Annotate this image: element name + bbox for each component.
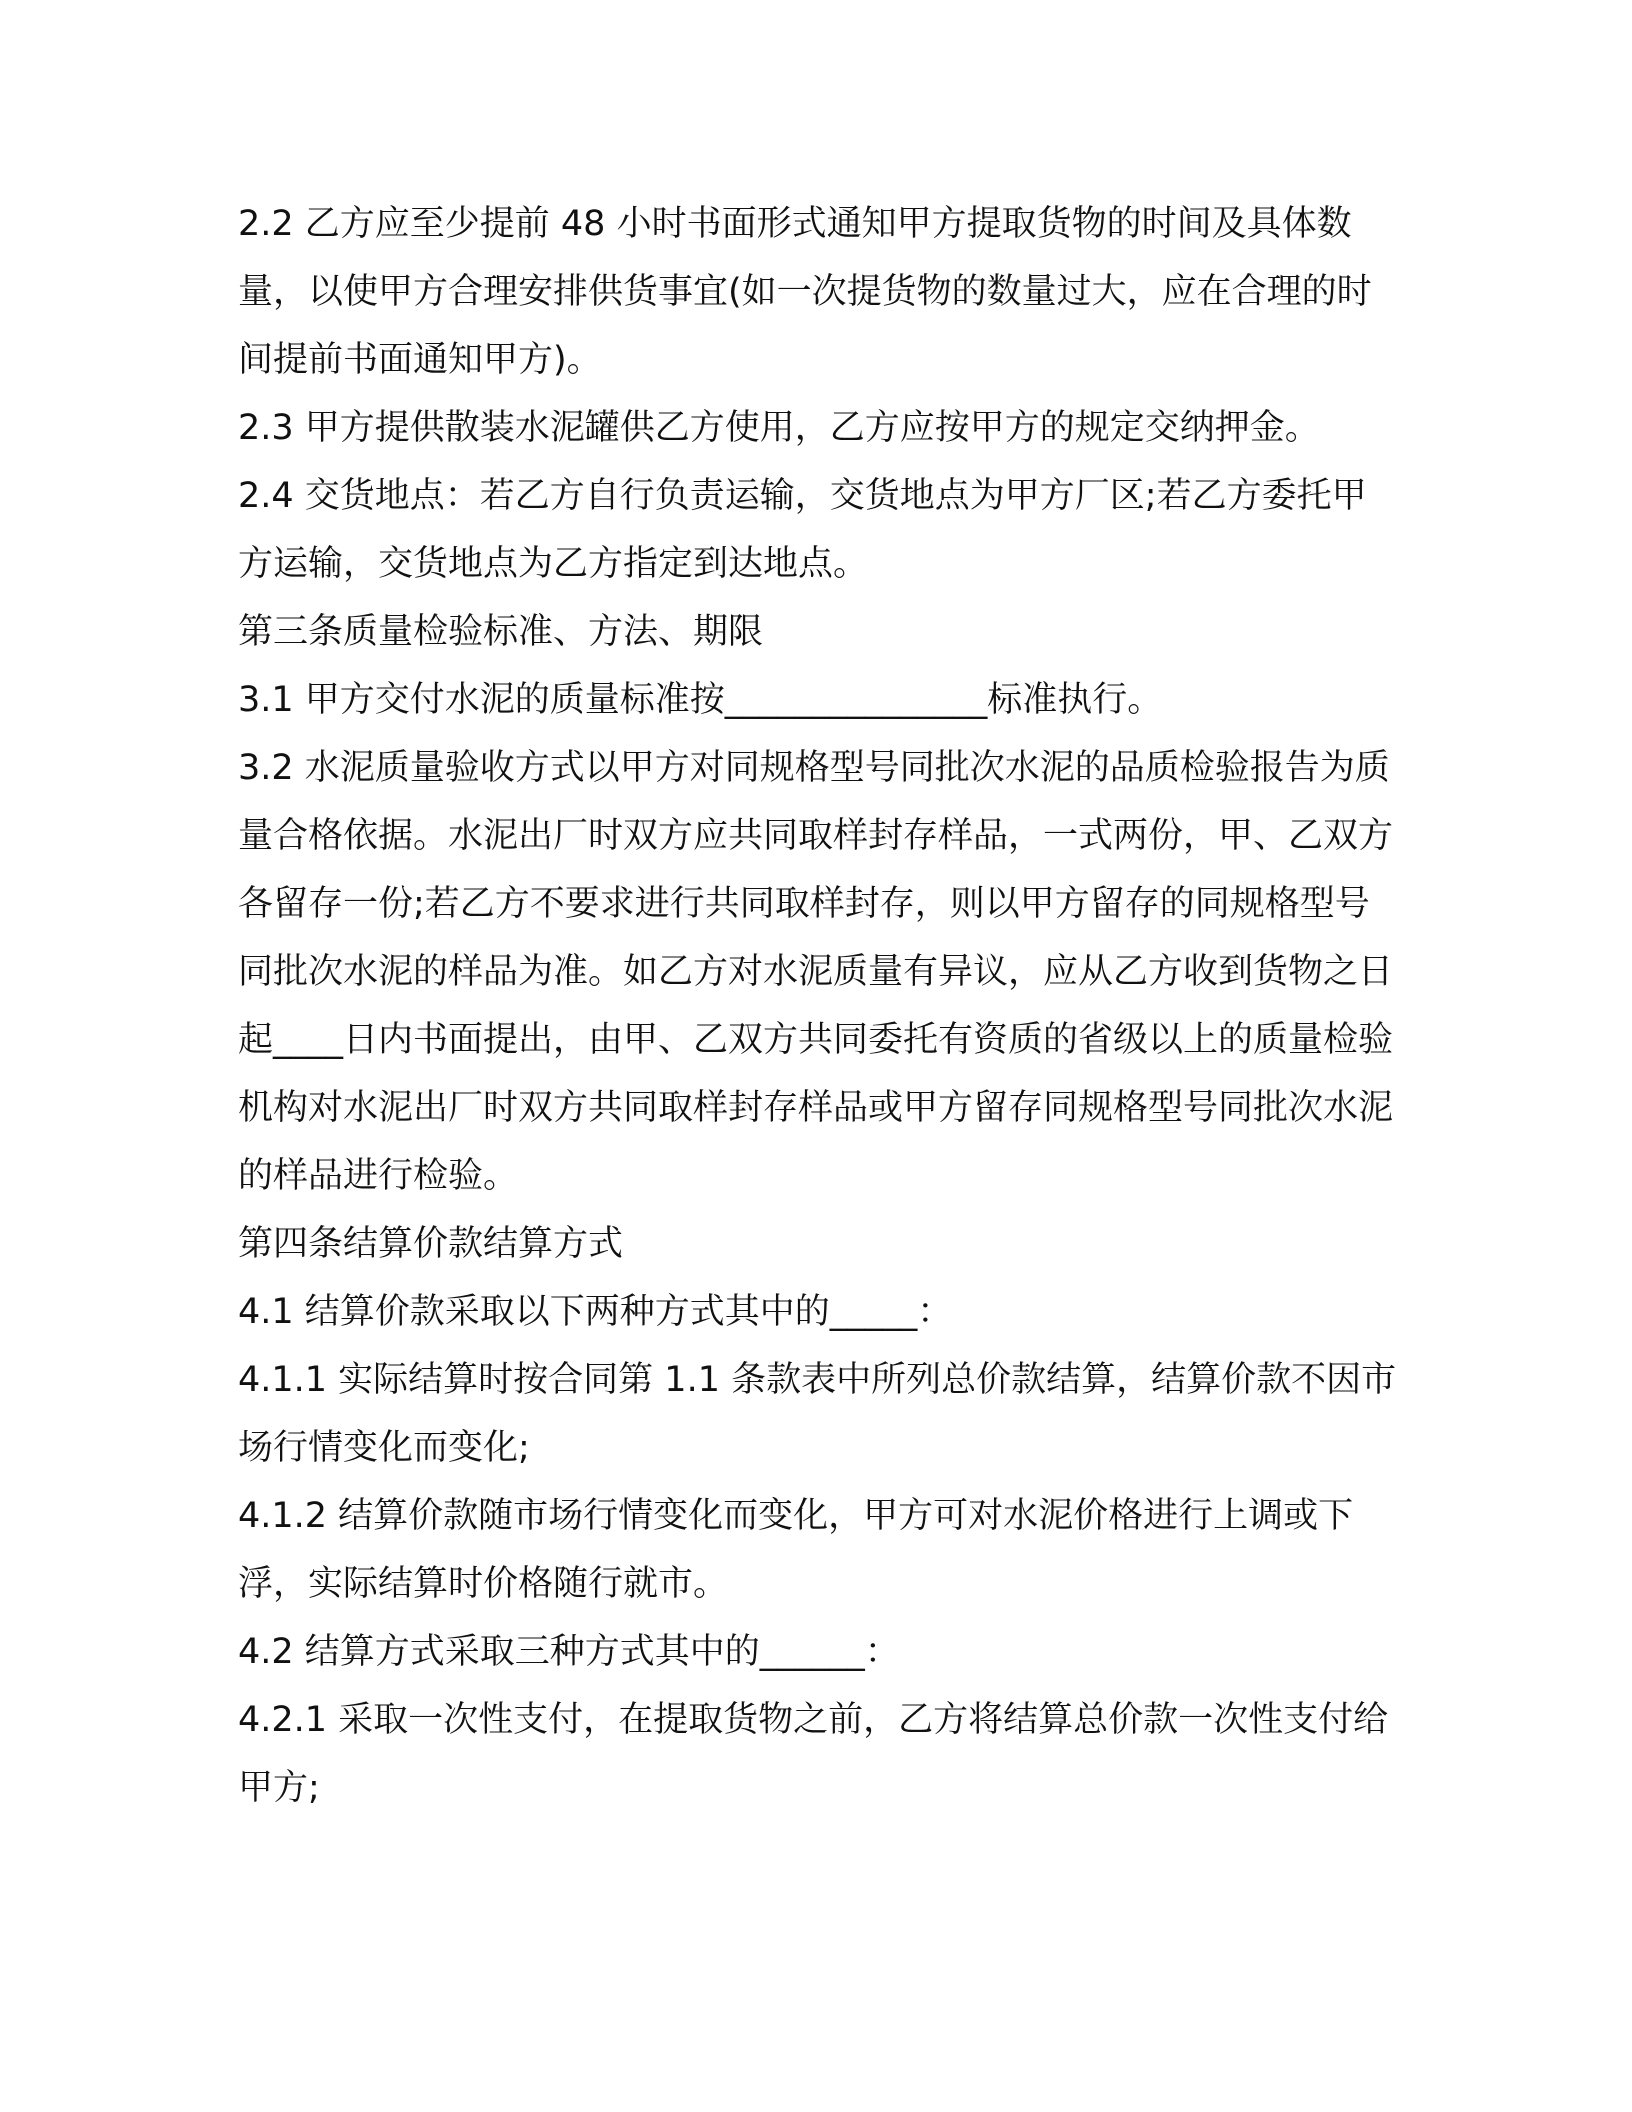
clause-4-1-2: 4.1.2 结算价款随市场行情变化而变化，甲方可对水泥价格进行上调或下浮，实际结算时价格随行就市。 — [238, 1496, 1354, 1604]
clause-2-2: 2.2 乙方应至少提前 48 小时书面形式通知甲方提取货物的时间及具体数量，以使甲方合理安排供货事宜(如一次提货物的数量过大，应在合理的时间提前书面通知甲方)。 — [238, 204, 1372, 380]
document-body — [238, 190, 1398, 1822]
clause-3-1: 3.1 甲方交付水泥的质量标准按_______________标准执行。 — [238, 680, 1163, 720]
article-4-heading: 第四条结算价款结算方式 — [238, 1224, 624, 1264]
clause-2-4: 2.4 交货地点：若乙方自行负责运输，交货地点为甲方厂区;若乙方委托甲方运输，交货地点为乙方指定到达地点。 — [238, 476, 1367, 584]
clause-4-2: 4.2 结算方式采取三种方式其中的______： — [238, 1632, 900, 1672]
clause-4-1: 4.1 结算价款采取以下两种方式其中的_____： — [238, 1292, 953, 1332]
clause-3-2: 3.2 水泥质量验收方式以甲方对同规格型号同批次水泥的品质检验报告为质量合格依据。水泥出厂时双方应共同取样封存样品，一式两份，甲、乙双方各留存一份;若乙方不要求进行共同取样封存，则以甲方留存的同规格型号同批次水泥的样品为准。如乙方对水泥质量有异议，应从乙方收到货物之日起____日内书面提出，由甲、乙双方共同委托有资质的省级以上的质量检验机构对水泥出厂时双方共同取样封存样品或甲方留存同规格型号同批次水泥的样品进行检验。 — [238, 748, 1394, 1196]
clause-2-3: 2.3 甲方提供散装水泥罐供乙方使用，乙方应按甲方的规定交纳押金。 — [238, 408, 1320, 448]
article-3-heading: 第三条质量检验标准、方法、期限 — [238, 612, 764, 652]
clause-4-2-1: 4.2.1 采取一次性支付，在提取货物之前，乙方将结算总价款一次性支付给甲方; — [238, 1700, 1389, 1808]
clause-4-1-1: 4.1.1 实际结算时按合同第 1.1 条款表中所列总价款结算，结算价款不因市场行情变化而变化; — [238, 1360, 1397, 1468]
